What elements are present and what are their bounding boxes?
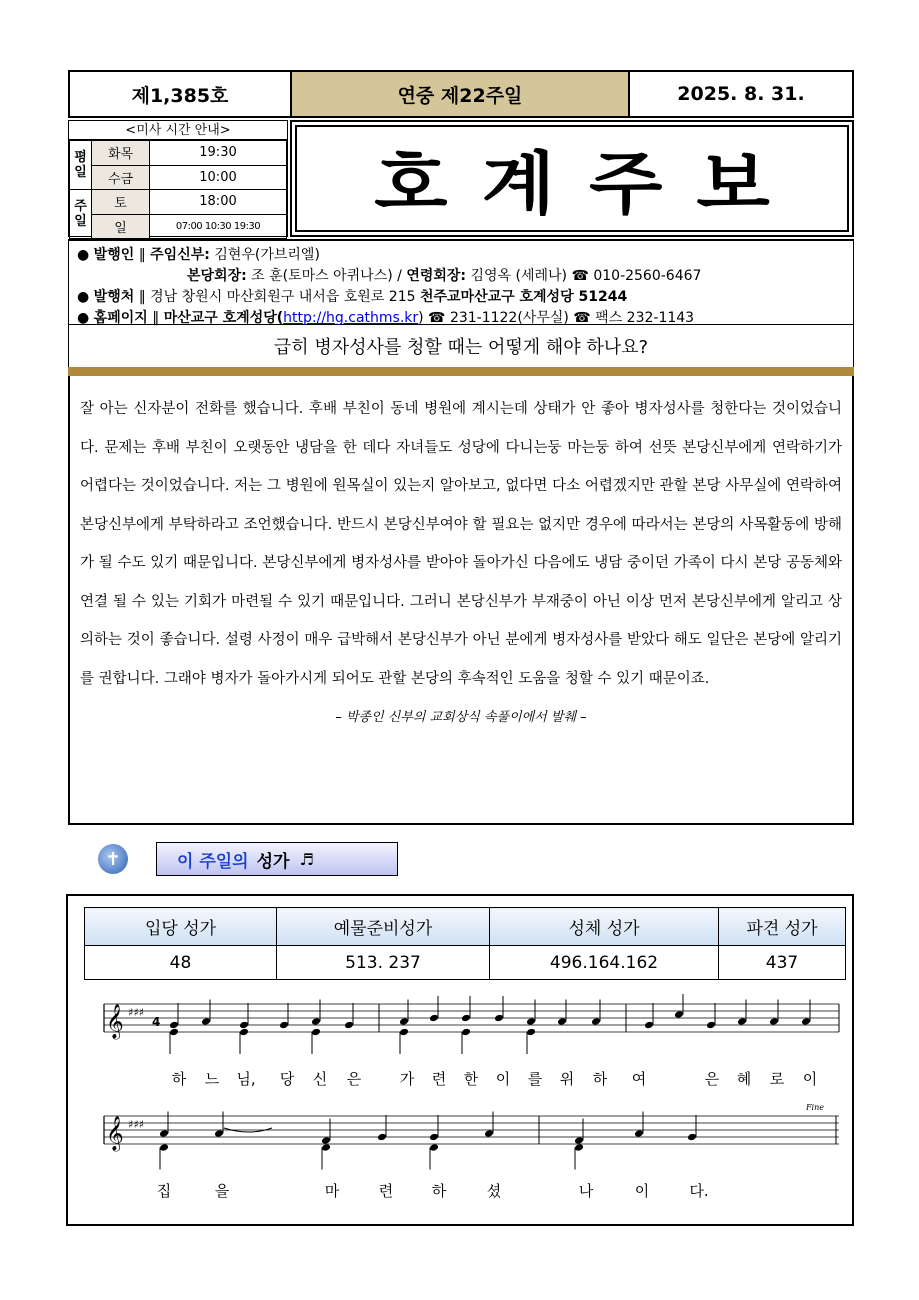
note-head — [169, 1028, 179, 1037]
bulletin-title-box — [290, 120, 854, 237]
hymn-section-label — [156, 842, 398, 876]
lyric-syllable: 나 — [578, 1182, 594, 1200]
note-head — [461, 1014, 471, 1023]
president-row — [77, 266, 845, 287]
homepage-link[interactable]: http://hg.cathms.kr — [283, 310, 419, 326]
lyric-syllable: 은 — [346, 1070, 362, 1088]
hymn-number: 437 — [719, 946, 846, 980]
note-head — [321, 1143, 331, 1152]
weekday-label: 평일 — [70, 141, 92, 190]
note-head — [574, 1136, 584, 1145]
hymn-number: 48 — [85, 946, 277, 980]
note-head — [801, 1017, 811, 1026]
article — [68, 376, 854, 825]
fine-mark: Fine — [806, 1103, 824, 1112]
staff-notation — [94, 994, 844, 1214]
note-head — [674, 1010, 684, 1019]
note-head — [769, 1017, 779, 1026]
issue-date: 2025. 8. 31. — [677, 83, 805, 105]
sunday-label: 주일 — [70, 190, 92, 239]
homepage-row: ● 홈페이지 ‖ 마산교구 호계성당(http://hg.cathms.kr) ☎ 231-1122(사무실) ☎ 팩스 232-1143 — [77, 310, 695, 326]
note-head — [706, 1021, 716, 1030]
music-score — [94, 994, 844, 1214]
mass-day: 수금 — [92, 165, 150, 190]
article-question: 급히 병자성사를 청할 때는 어떻게 해야 하나요? — [68, 325, 854, 367]
article-body: 잘 아는 신자분이 전화를 했습니다. 후배 부친이 동네 병원에 계시는데 상태가 안 좋아 병자성사를 청한다는 것이었습니다. 문제는 후배 부친이 오랫동안 냉담을 한 데다 자녀들도 성당에 다니는둥 마는둥 하여 선뜻 본당신부에게 연락하기가 어렵다는 것이었습니다. 저는 그 병원에 원목실이 있는지 알아보고, 없다면 다소 어렵겠지만 관할 본당 사무실에 연락하여 본당신부에게 부탁하라고 조언했습니다. 반드시 본당신부여야 할 필요는 없지만 경우에 따라서는 본당의 사목활동에 방해가 될 수도 있기 때문입니다. 본당신부에게 병자성사를 받아야 돌아가신 다음에도 냉담 중이던 가족이 다시 본당 공동체와 연결 될 수 있는 기회가 마련될 수 있기 때문입니다. 그러니 본당신부가 부재중이 아닌 이상 먼저 본당신부에게 알리고 상의하는 것이 좋습니다. 설령 사정이 매우 급박해서 본당신부가 아닌 분에게 병자성사를 받았다 해도 일단은 본당에 알리기를 권합니다. 그래야 병자가 돌아가시게 되어도 관할 본당의 후속적인 도움을 청할 수 있기 때문이죠. — [80, 401, 842, 687]
homepage-label: 홈페이지 — [93, 310, 148, 326]
lyric-syllable: 은 — [704, 1070, 720, 1088]
elder-label: 연령회장: — [406, 268, 467, 284]
lyric-syllable: 한 — [463, 1070, 479, 1088]
note-head — [429, 1133, 439, 1142]
note-head — [737, 1017, 747, 1026]
lyric-syllable: 마 — [324, 1182, 340, 1200]
lyric-syllable: 님, — [236, 1070, 256, 1088]
hymn-column-header: 예물준비성가 — [277, 908, 490, 946]
treble-clef: 𝄞 — [106, 1004, 124, 1039]
note-head — [644, 1021, 654, 1030]
hymn-number: 513. 237 — [277, 946, 490, 980]
time-signature: 4 — [152, 1015, 161, 1029]
lyric-syllable: 련 — [431, 1070, 447, 1088]
treble-clef: 𝄞 — [106, 1116, 124, 1151]
president-name: 조 훈(토마스 아퀴나스) / — [251, 268, 402, 284]
lyric-syllable: 여 — [631, 1070, 647, 1088]
hymn-label-blue: 이 주일의 — [177, 851, 249, 872]
liturgical-sunday: 연중 제22주일 — [292, 72, 630, 116]
cross-icon: ✝ — [98, 844, 128, 874]
article-source: – 박종인 신부의 교회상식 속풀이에서 발췌 – — [335, 710, 587, 725]
note-head — [279, 1021, 289, 1030]
note-head — [311, 1017, 321, 1026]
note-head — [484, 1129, 494, 1138]
hymn-number: 496.164.162 — [490, 946, 719, 980]
contact-numbers: ) ☎ 231-1122(사무실) ☎ 팩스 232-1143 — [418, 310, 695, 326]
lyric-syllable: 하 — [171, 1070, 187, 1088]
note-head — [377, 1133, 387, 1142]
address: 경남 창원시 마산회원구 내서읍 호원로 215 — [150, 289, 416, 305]
lyric-syllable: 혜 — [736, 1070, 752, 1088]
note-head — [591, 1017, 601, 1026]
lyric-syllable: 당 — [279, 1070, 295, 1088]
key-signature: ♯♯♯ — [128, 1118, 144, 1131]
president-label: 본당회장: — [187, 268, 247, 284]
lyric-syllable: 을 — [214, 1182, 230, 1200]
lyric-syllable: 신 — [312, 1070, 328, 1088]
elder-name: 김영옥 (세레나) ☎ 010-2560-6467 — [470, 268, 702, 284]
lyric-syllable: 하 — [592, 1070, 608, 1088]
lyric-syllable: 다. — [689, 1182, 709, 1200]
publisher-label: 발행인 — [93, 247, 135, 263]
note-head — [461, 1028, 471, 1037]
mass-day: 토 — [92, 190, 150, 215]
note-head — [169, 1021, 179, 1030]
lyric-syllable: 하 — [431, 1182, 447, 1200]
mass-day: 일 — [92, 214, 150, 239]
hymn-column-header: 입당 성가 — [85, 908, 277, 946]
note-head — [344, 1021, 354, 1030]
hymn-column-header: 파견 성가 — [719, 908, 846, 946]
note-head — [159, 1143, 169, 1152]
note-head — [494, 1014, 504, 1023]
note-head — [239, 1021, 249, 1030]
hymn-label-black: 성가 — [256, 851, 290, 872]
note-head — [214, 1129, 224, 1138]
publisher-info — [68, 239, 854, 325]
note-head — [321, 1136, 331, 1145]
office-row: ● 발행처 ‖ 경남 창원시 마산회원구 내서읍 호원로 215 천주교마산교구 호계성당 51244 — [77, 289, 628, 305]
hymn-table — [84, 907, 846, 980]
lyric-syllable: 련 — [378, 1182, 394, 1200]
note-head — [311, 1028, 321, 1037]
lyric-syllable: 위 — [559, 1070, 575, 1088]
mass-day: 화목 — [92, 141, 150, 166]
lyric-syllable: 이 — [634, 1182, 650, 1200]
office-label: 발행처 — [93, 289, 135, 305]
pastor-name: 김현우(가브리엘) — [214, 247, 320, 263]
publisher-row: ● 발행인 ‖ 주임신부: 김현우(가브리엘) — [77, 247, 320, 263]
lyric-syllable: 셨 — [486, 1182, 502, 1200]
lyric-syllable: 가 — [399, 1070, 415, 1088]
note-head — [574, 1143, 584, 1152]
hymn-column-header: 성체 성가 — [490, 908, 719, 946]
mass-schedule — [68, 120, 288, 237]
mass-time: 19:30 — [150, 141, 287, 166]
mass-time: 07:00 10:30 19:30 — [150, 214, 287, 239]
note-head — [526, 1028, 536, 1037]
issue-number: 제1,385호 — [70, 72, 292, 116]
note-head — [201, 1017, 211, 1026]
note-head — [239, 1028, 249, 1037]
music-note-icon: ♬ — [299, 849, 314, 869]
lyric-syllable: 를 — [527, 1070, 543, 1088]
parish-name: 천주교마산교구 호계성당 51244 — [419, 289, 628, 305]
homepage-prefix: 마산교구 호계성당( — [163, 310, 284, 326]
divider-bar — [68, 367, 854, 376]
note-head — [557, 1017, 567, 1026]
note-head — [526, 1017, 536, 1026]
note-head — [687, 1133, 697, 1142]
note-head — [399, 1028, 409, 1037]
issue-header — [68, 70, 854, 118]
note-head — [429, 1014, 439, 1023]
mass-time: 10:00 — [150, 165, 287, 190]
mass-schedule-title: <미사 시간 안내> — [69, 121, 287, 140]
lyric-syllable: 집 — [156, 1182, 172, 1200]
lyric-syllable: 이 — [802, 1070, 818, 1088]
lyric-syllable: 로 — [769, 1070, 785, 1088]
key-signature: ♯♯♯ — [128, 1006, 144, 1019]
lyric-syllable: 느 — [204, 1070, 220, 1088]
lyric-syllable: 이 — [495, 1070, 511, 1088]
note-head — [159, 1129, 169, 1138]
note-head — [399, 1017, 409, 1026]
bulletin-title: 호계주보 — [374, 143, 804, 224]
note-head — [429, 1143, 439, 1152]
mass-time: 18:00 — [150, 190, 287, 215]
note-head — [634, 1129, 644, 1138]
pastor-label: 주임신부: — [150, 247, 210, 263]
